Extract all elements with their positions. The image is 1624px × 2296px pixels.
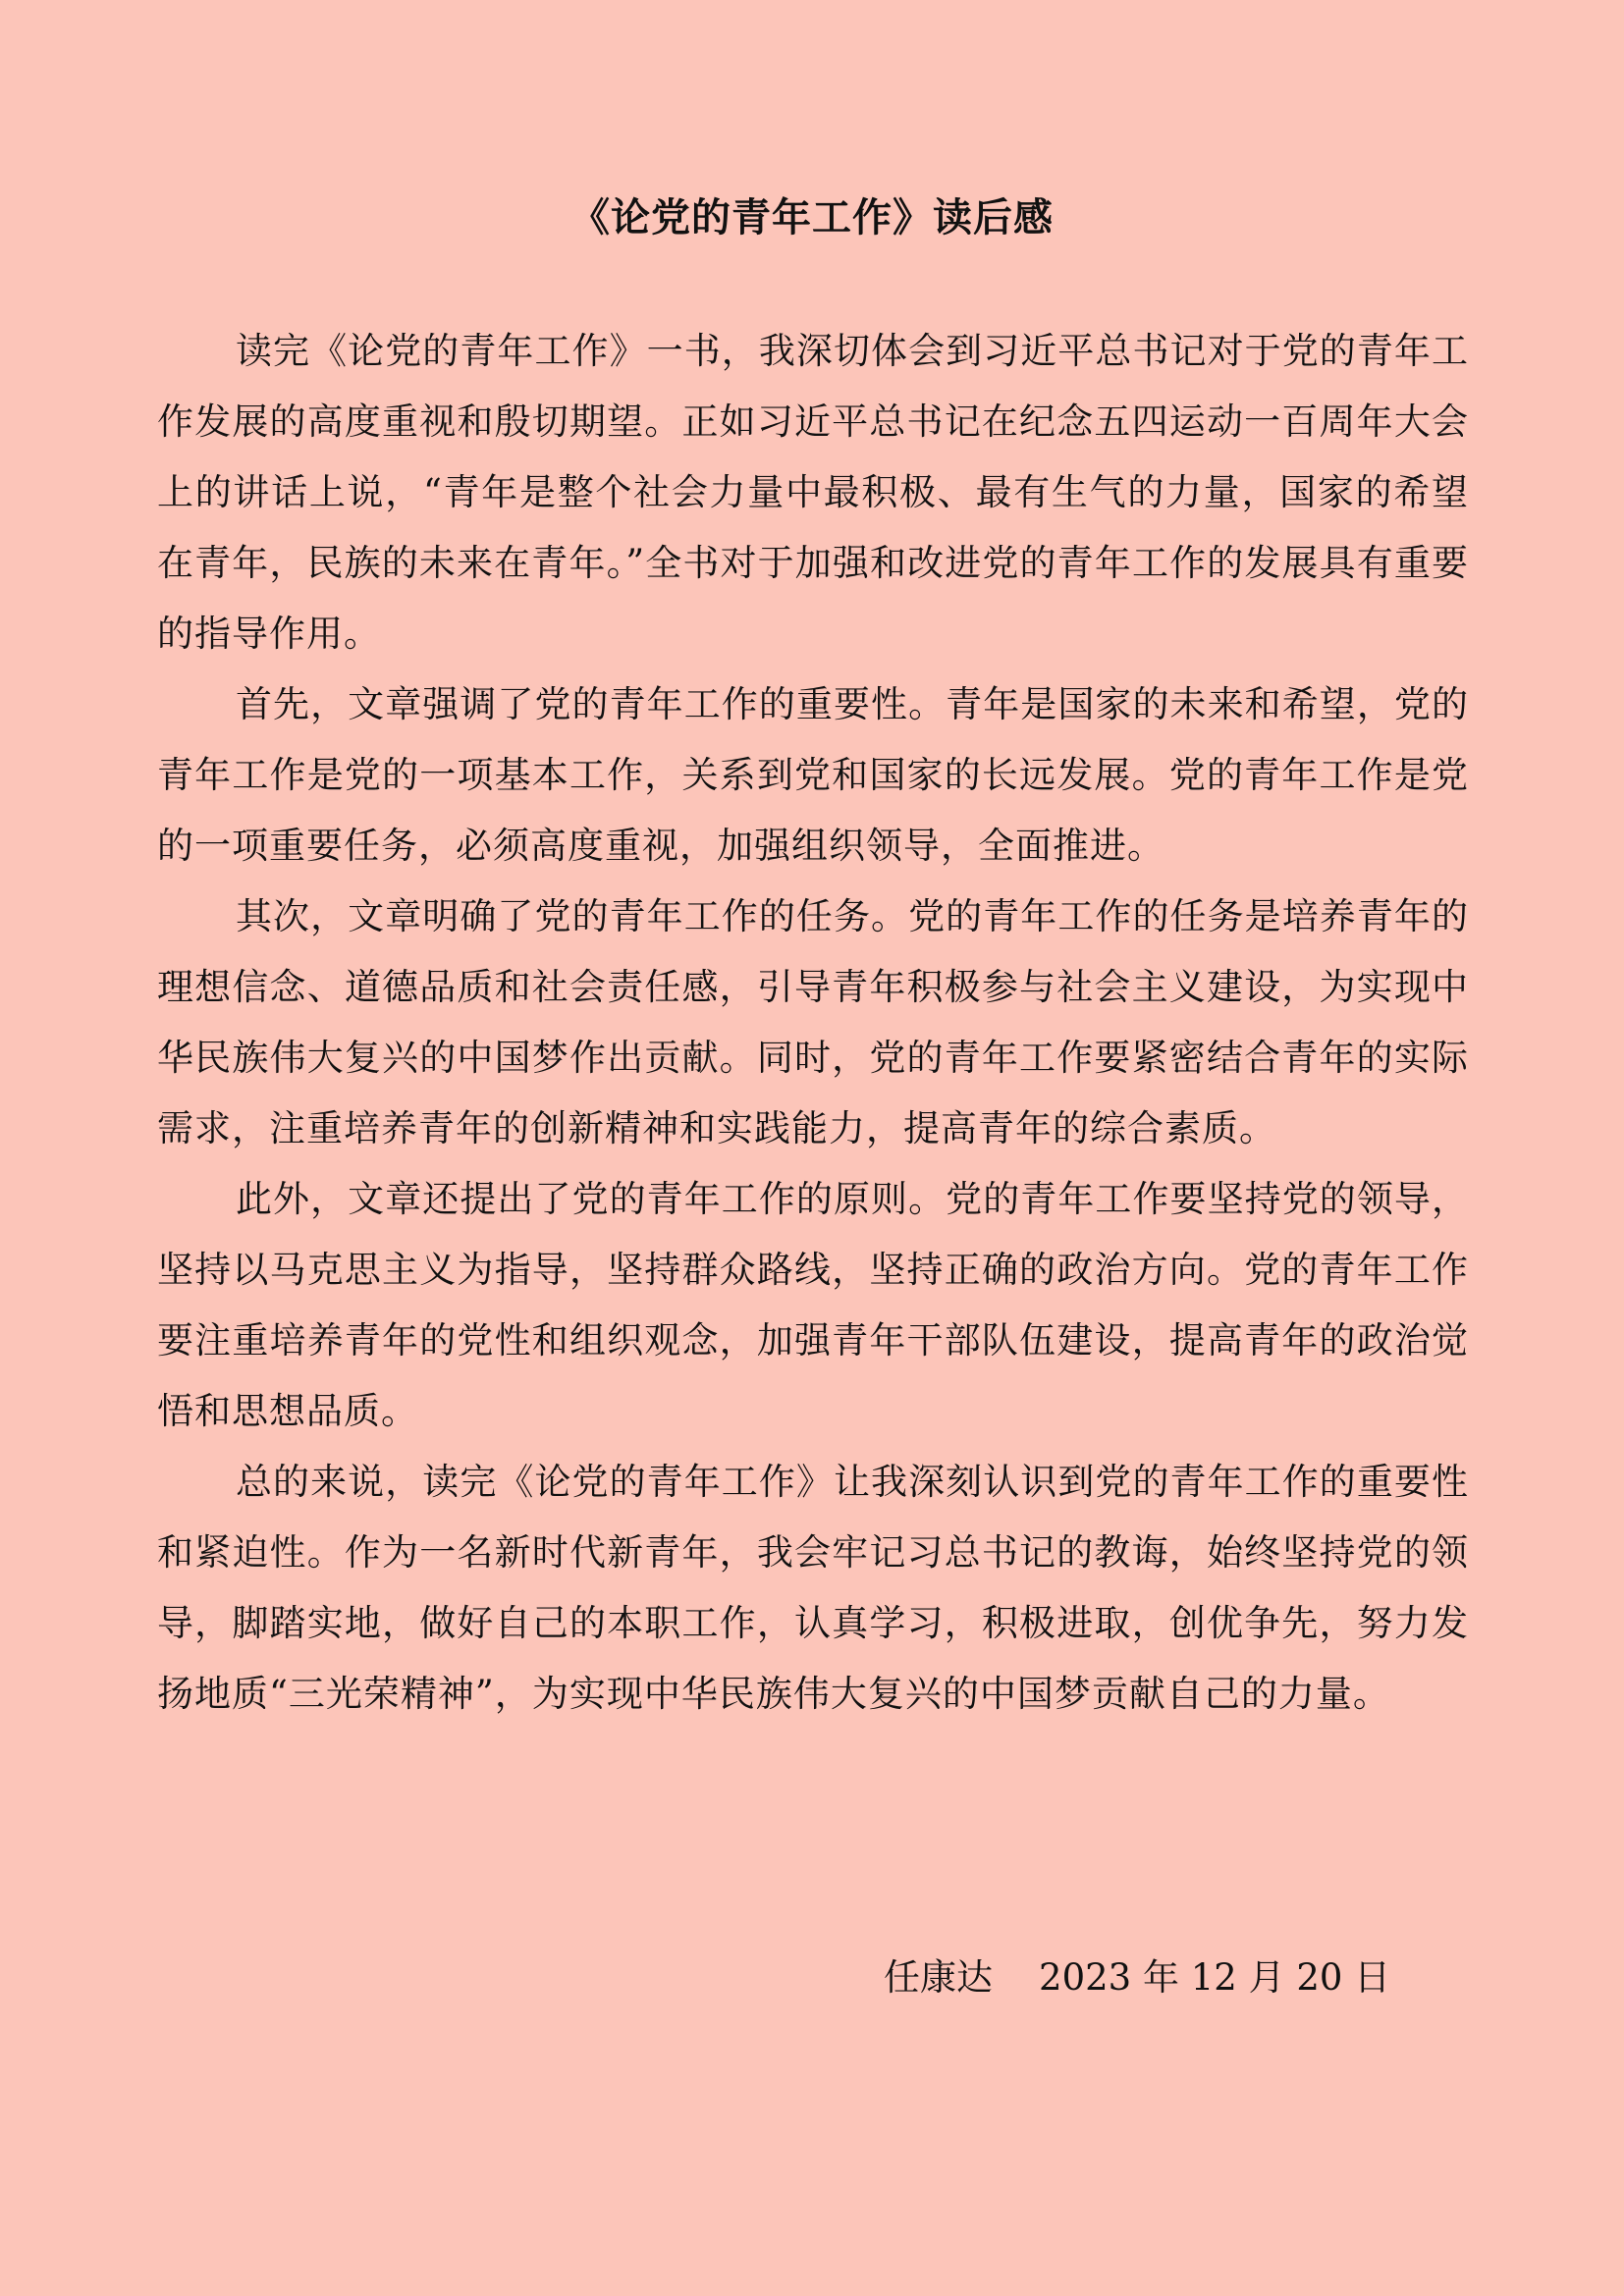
paragraph-importance: 首先，文章强调了党的青年工作的重要性。青年是国家的未来和希望，党的青年工作是党的一项基本工作，关系到党和国家的长远发展。党的青年工作是党的一项重要任务，必须高度重视，加强组织领导，全面推进。 xyxy=(157,683,1469,867)
paragraph-intro: 读完《论党的青年工作》一书，我深切体会到习近平总书记对于党的青年工作发展的高度重视和殷切期望。正如习近平总书记在纪念五四运动一百周年大会上的讲话上说，“青年是整个社会力量中最积极、最有生气的力量，国家的希望在青年，民族的未来在青年。”全书对于加强和改进党的青年工作的发展具有重要的指导作用。 xyxy=(157,330,1469,655)
document-title: 《论党的青年工作》读后感 xyxy=(570,195,1054,240)
paragraph-tasks: 其次，文章明确了党的青年工作的任务。党的青年工作的任务是培养青年的理想信念、道德品质和社会责任感，引导青年积极参与社会主义建设，为实现中华民族伟大复兴的中国梦作出贡献。同时，党的青年工作要紧密结合青年的实际需求，注重培养青年的创新精神和实践能力，提高青年的综合素质。 xyxy=(157,895,1469,1149)
paragraph-principles: 此外，文章还提出了党的青年工作的原则。党的青年工作要坚持党的领导，坚持以马克思主义为指导，坚持群众路线，坚持正确的政治方向。党的青年工作要注重培养青年的党性和组织观念，加强青年干部队伍建设，提高青年的政治觉悟和思想品质。 xyxy=(157,1178,1469,1432)
paragraph-conclusion: 总的来说，读完《论党的青年工作》让我深刻认识到党的青年工作的重要性和紧迫性。作为一名新时代新青年，我会牢记习总书记的教诲，始终坚持党的领导，脚踏实地，做好自己的本职工作，认真学习，积极进取，创优争先，努力发扬地质“三光荣精神”，为实现中华民族伟大复兴的中国梦贡献自己的力量。 xyxy=(157,1461,1469,1715)
document-body xyxy=(157,316,1469,1730)
signature-line: 任康达 2023 年 12 月 20 日 xyxy=(884,1956,1391,1999)
